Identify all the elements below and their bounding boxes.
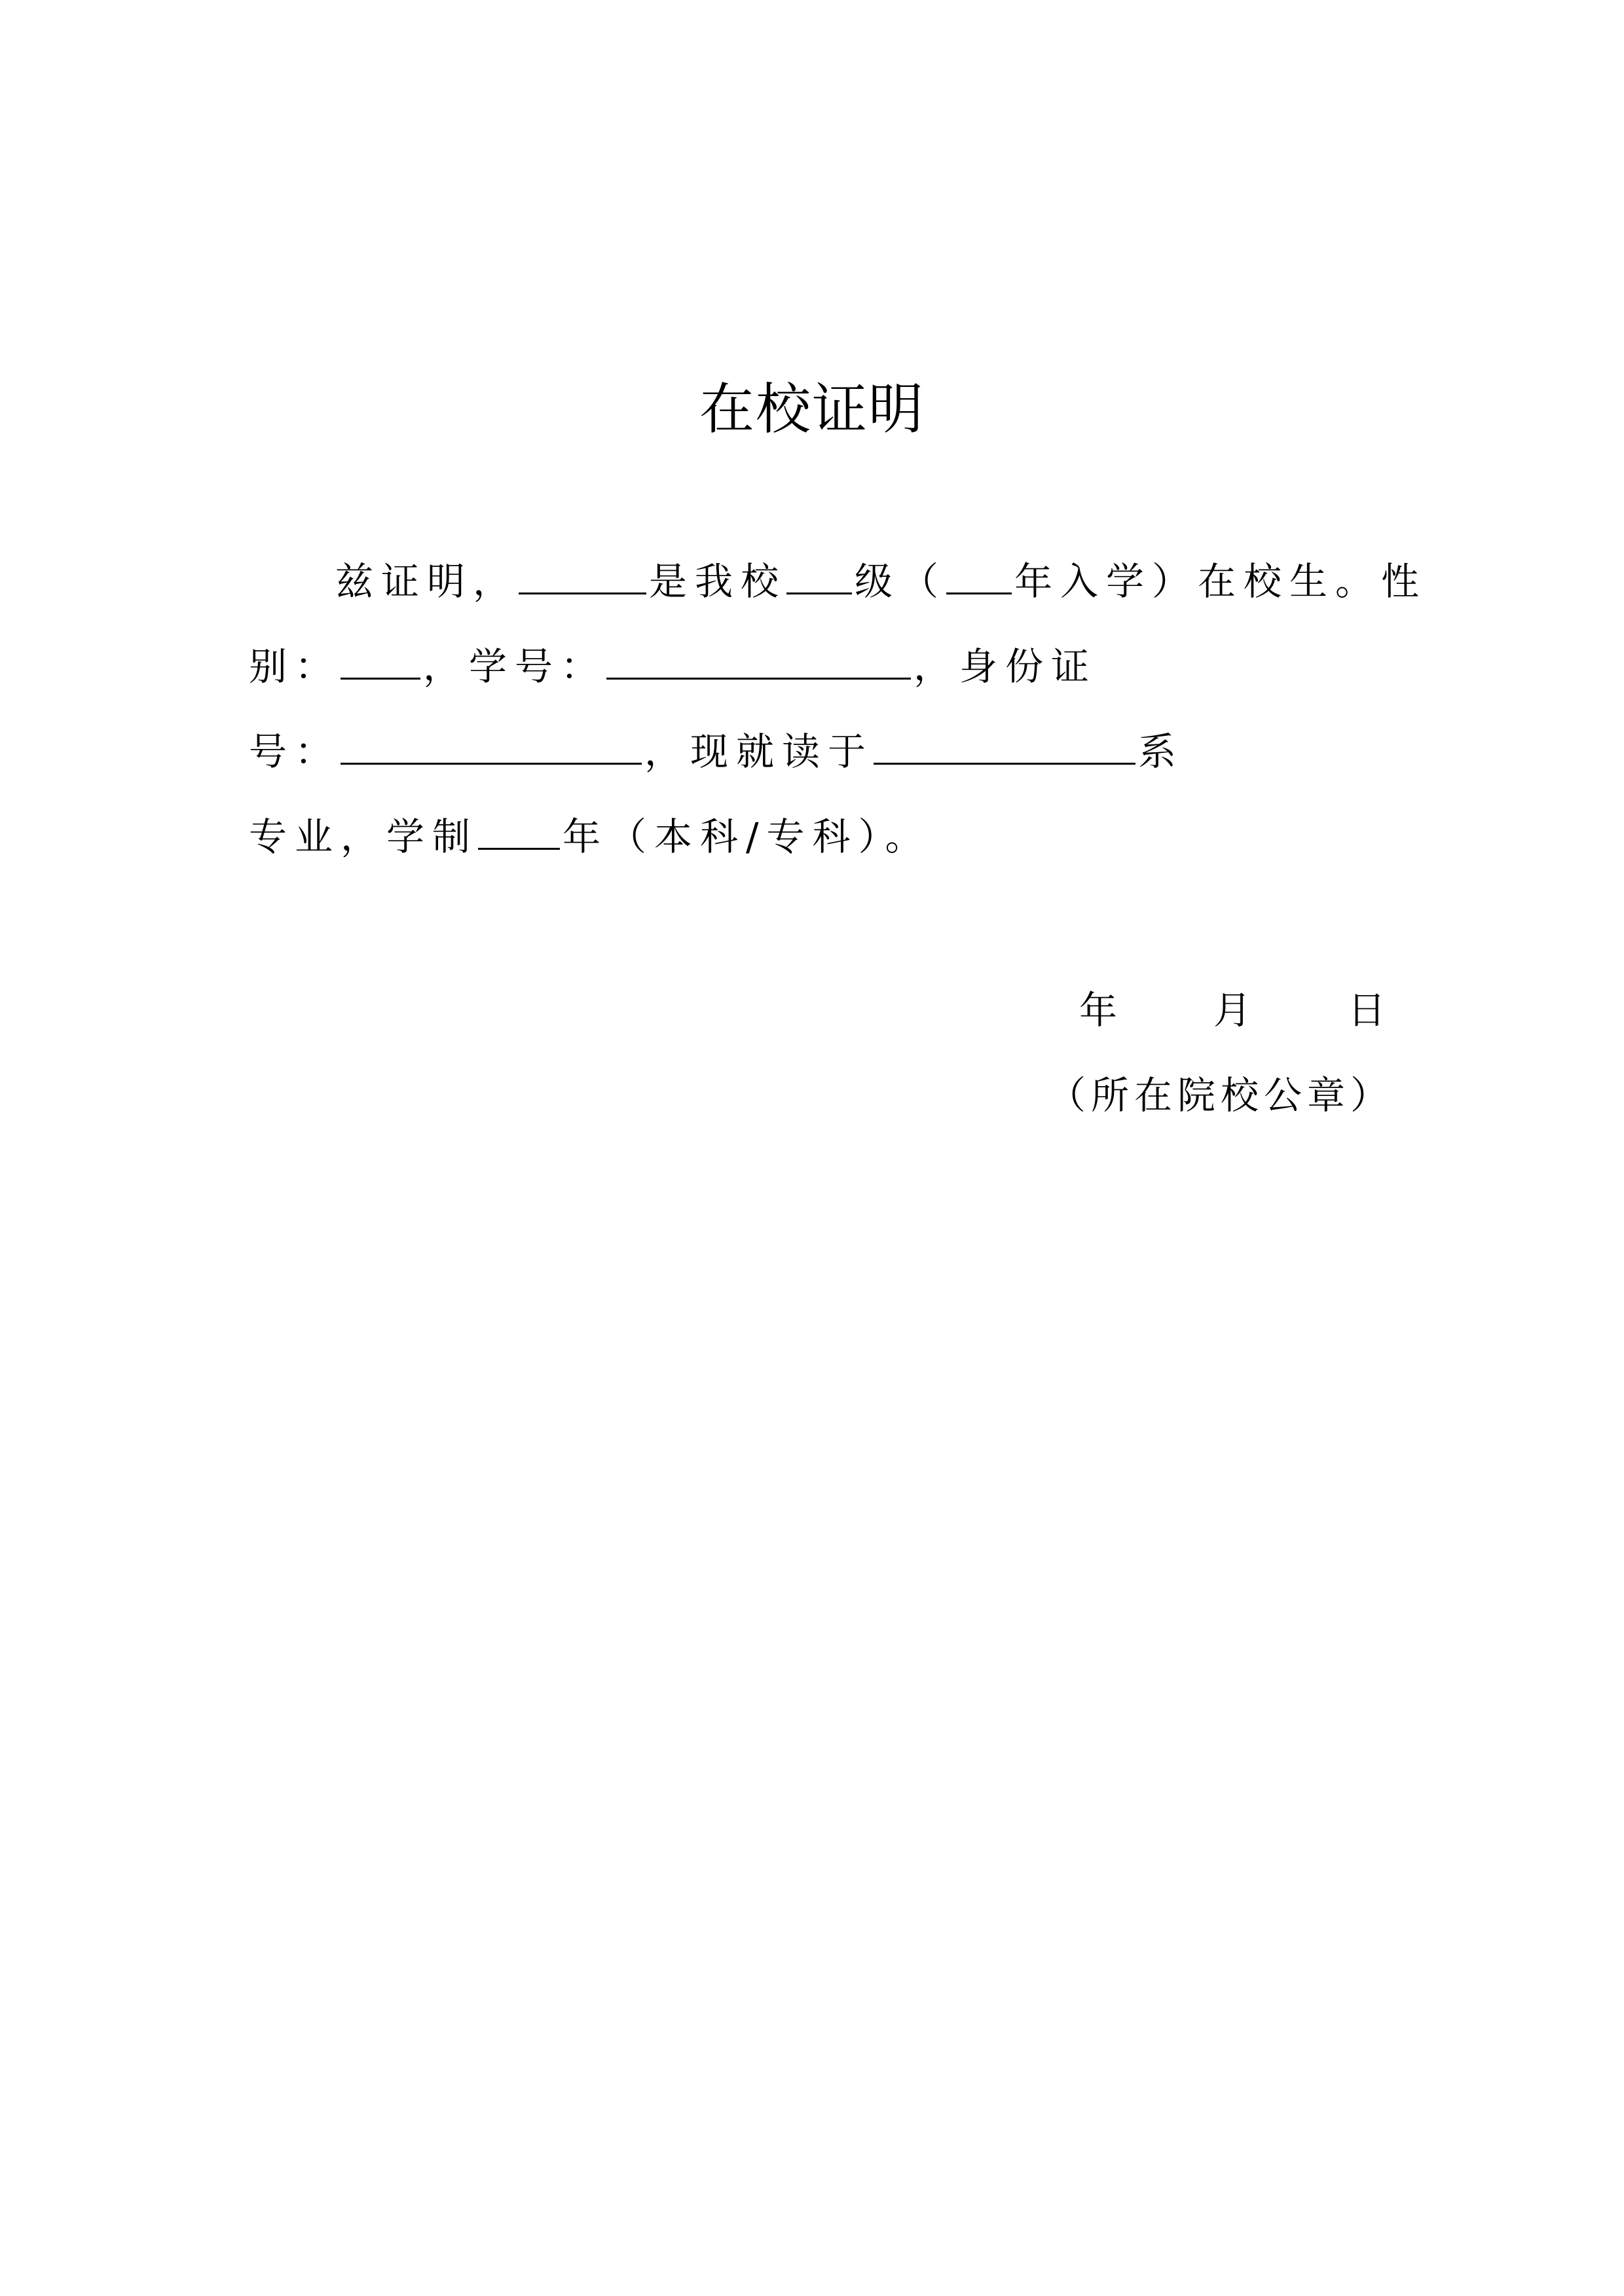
body-line-1: [335, 550, 1427, 613]
line-2-text-b: ，学号：: [423, 644, 607, 689]
line-4-text-a: 专业，学制: [249, 814, 479, 859]
page-title: 在校证明: [699, 377, 925, 441]
enrollment-year-field[interactable]: [946, 552, 1012, 594]
line-3-text-a: 号：: [249, 729, 341, 774]
gender-field[interactable]: [341, 637, 420, 680]
school-seal-label: （所在院校公章）: [1048, 1073, 1394, 1118]
line-1-text-b: 是我校: [649, 559, 787, 604]
department-field[interactable]: [874, 722, 1135, 765]
date-day-label: 日: [1348, 988, 1386, 1032]
line-1-text-d: 年入学）在校生。性: [1014, 559, 1428, 604]
body-line-3: [249, 720, 1184, 783]
line-4-text-b: 年（本科/专科）。: [563, 814, 931, 859]
body-line-2: [249, 635, 1097, 698]
date-year-label: 年: [1079, 988, 1118, 1032]
line-2-text-c: ，身份证: [913, 644, 1098, 689]
student-name-field[interactable]: [519, 552, 646, 594]
date-line: [0, 979, 1624, 1042]
program-length-field[interactable]: [478, 807, 560, 850]
line-1-text-a: 兹证明，: [335, 559, 519, 604]
body-line-4: [249, 805, 931, 868]
line-2-text-a: 别：: [249, 644, 341, 689]
grade-field[interactable]: [786, 552, 852, 594]
student-id-field[interactable]: [606, 637, 911, 680]
line-1-text-c: 级（: [855, 559, 947, 604]
id-card-number-field[interactable]: [341, 722, 642, 765]
line-3-text-c: 系: [1138, 729, 1185, 774]
line-3-text-b: ，现就读于: [644, 729, 874, 774]
date-month-label: 月: [1213, 988, 1252, 1032]
